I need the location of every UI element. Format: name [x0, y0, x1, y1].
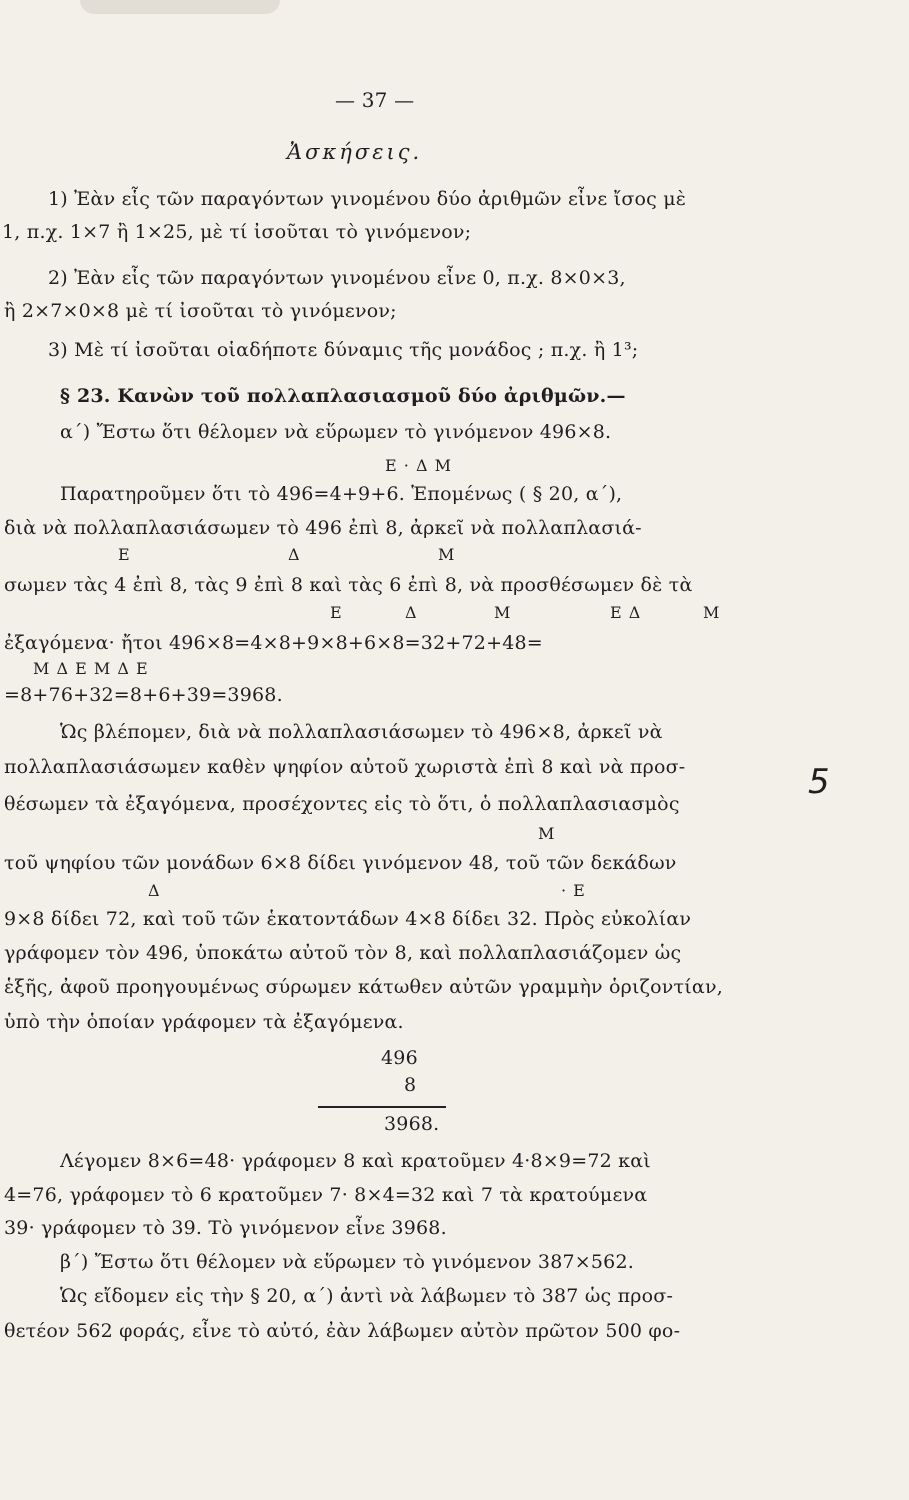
text-line: ὑπὸ τὴν ὁποίαν γράφομεν τὰ ἐξαγόμενα.: [4, 1011, 404, 1033]
text-line: τοῦ ψηφίου τῶν μονάδων 6×8 δίδει γινόμενον 48, τοῦ τῶν δεκάδων: [4, 852, 677, 874]
text-line: 9×8 δίδει 72, καὶ τοῦ τῶν ἑκατοντάδων 4×8 δίδει 32. Πρὸς εὐκολίαν: [4, 908, 692, 930]
text-line: β΄) Ἔστω ὅτι θέλομεν νὰ εὕρωμεν τὸ γινόμενον 387×562.: [60, 1251, 634, 1273]
place-labels: Μ Δ Ε Μ Δ Ε: [33, 659, 149, 678]
page-number: — 37 —: [335, 88, 415, 112]
place-label: Μ: [703, 603, 721, 622]
place-labels: Ε · Δ Μ: [385, 456, 452, 475]
text-line: =8+76+32=8+6+39=3968.: [4, 684, 283, 706]
place-label: Μ: [438, 545, 456, 564]
place-label: Ε: [118, 545, 131, 564]
place-label: Δ: [148, 881, 161, 900]
text-line: 1) Ἐὰν εἷς τῶν παραγόντων γινομένου δύο ἀριθμῶν εἶνε ἴσος μὲ: [48, 188, 687, 210]
text-line: ἑξῆς, ἀφοῦ προηγουμένως σύρωμεν κάτωθεν αὐτῶν γραμμὴν ὁριζοντίαν,: [4, 976, 723, 998]
text-line: διὰ νὰ πολλαπλασιάσωμεν τὸ 496 ἐπὶ 8, ἀρκεῖ νὰ πολλαπλασιά-: [4, 517, 642, 539]
place-label: Μ: [494, 603, 512, 622]
margin-note: 5: [808, 762, 830, 802]
place-label: Ε Δ: [610, 603, 642, 622]
product: 3968.: [384, 1113, 440, 1135]
text-line: 4=76, γράφομεν τὸ 6 κρατοῦμεν 7· 8×4=32 καὶ 7 τὰ κρατούμενα: [4, 1184, 648, 1206]
text-line: ἢ 2×7×0×8 μὲ τί ἰσοῦται τὸ γινόμενον;: [4, 300, 397, 322]
text-line: Λέγομεν 8×6=48· γράφομεν 8 καὶ κρατοῦμεν 4·8×9=72 καὶ: [60, 1150, 651, 1172]
text-line: α΄) Ἔστω ὅτι θέλομεν νὰ εὕρωμεν τὸ γινόμενον 496×8.: [60, 421, 612, 443]
text-line: σωμεν τὰς 4 ἐπὶ 8, τὰς 9 ἐπὶ 8 καὶ τὰς 6 ἐπὶ 8, νὰ προσθέσωμεν δὲ τὰ: [4, 574, 693, 596]
text-line: Παρατηροῦμεν ὅτι τὸ 496=4+9+6. Ἑπομένως ( § 20, α΄),: [60, 483, 623, 505]
text-line: πολλαπλασιάσωμεν καθὲν ψηφίον αὐτοῦ χωριστὰ ἐπὶ 8 καὶ νὰ προσ-: [4, 756, 686, 778]
multiplication-rule: [318, 1106, 446, 1108]
text-line: θετέον 562 φοράς, εἶνε τὸ αὐτό, ἐὰν λάβωμεν αὐτὸν πρῶτον 500 φο-: [4, 1320, 681, 1342]
text-line: 3) Μὲ τί ἰσοῦται οἱαδήποτε δύναμις τῆς μονάδος ; π.χ. ἢ 1³;: [48, 339, 639, 361]
place-label: Δ: [405, 603, 418, 622]
text-line: 2) Ἐὰν εἷς τῶν παραγόντων γινομένου εἶνε 0, π.χ. 8×0×3,: [48, 267, 626, 289]
text-line: Ὡς βλέπομεν, διὰ νὰ πολλαπλασιάσωμεν τὸ 496×8, ἀρκεῖ νὰ: [60, 721, 663, 743]
text-line: Ὡς εἴδομεν εἰς τὴν § 20, α΄) ἀντὶ νὰ λάβωμεν τὸ 387 ὡς προσ-: [60, 1285, 674, 1307]
multiplier: 8: [404, 1074, 417, 1096]
text-line: γράφομεν τὸν 496, ὑποκάτω αὐτοῦ τὸν 8, καὶ πολλαπλασιάζομεν ὡς: [4, 942, 682, 964]
multiplicand: 496: [381, 1047, 418, 1069]
place-label: Δ: [288, 545, 301, 564]
page-stain: [80, 0, 280, 14]
text-line: θέσωμεν τὰ ἐξαγόμενα, προσέχοντες εἰς τὸ ὅτι, ὁ πολλαπλασιασμὸς: [4, 793, 680, 815]
section-title: Ἀσκήσεις.: [287, 140, 423, 164]
section-heading: § 23. Κανὼν τοῦ πολλαπλασιασμοῦ δύο ἀριθμῶν.—: [60, 385, 626, 407]
place-label: Μ: [538, 824, 556, 843]
text-line: 1, π.χ. 1×7 ἢ 1×25, μὲ τί ἰσοῦται τὸ γινόμενον;: [2, 221, 472, 243]
text-line: 39· γράφομεν τὸ 39. Τὸ γινόμενον εἶνε 3968.: [4, 1217, 447, 1239]
place-label: · Ε: [561, 881, 586, 900]
text-line: ἐξαγόμενα· ἤτοι 496×8=4×8+9×8+6×8=32+72+48=: [4, 632, 543, 654]
place-label: Ε: [330, 603, 343, 622]
